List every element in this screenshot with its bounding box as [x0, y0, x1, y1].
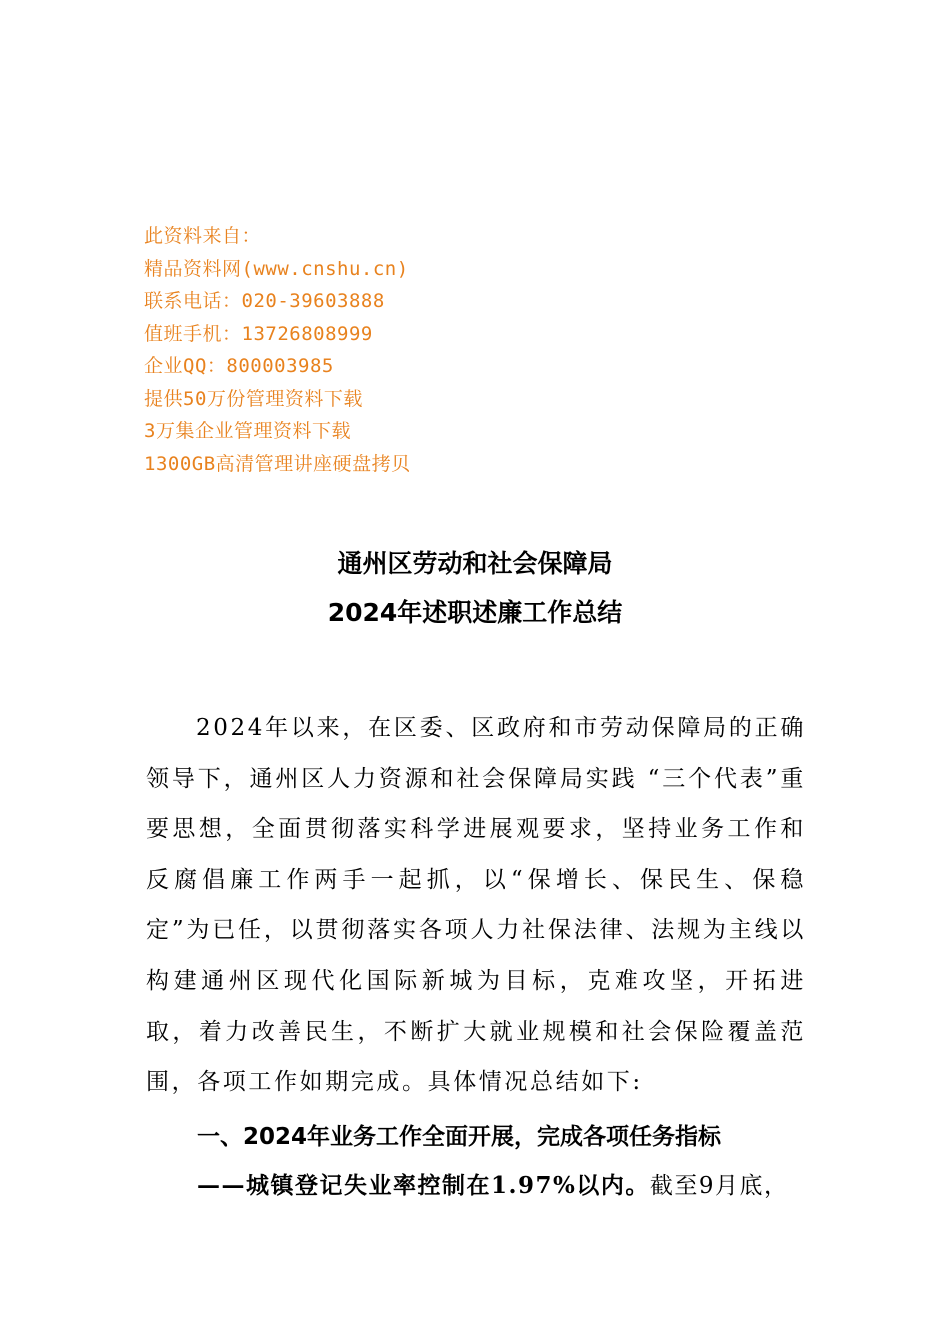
- section-1-point-rest: 截至9月底，: [649, 1173, 789, 1199]
- source-line: 此资料来自：: [144, 225, 262, 247]
- section-1-point: [197, 1166, 817, 1206]
- source-line: 3万集企业管理资料下载: [144, 420, 351, 442]
- source-info-block: [144, 220, 664, 480]
- document-title-line-1: 通州区劳动和社会保障局: [337, 549, 613, 578]
- source-line: 精品资料网(www.cnshu.cn): [144, 257, 409, 280]
- source-line: 1300GB高清管理讲座硬盘拷贝: [144, 452, 411, 475]
- intro-paragraph: 2024年以来，在区委、区政府和市劳动保障局的正确领导下，通州区人力资源和社会保障局实践 “三个代表”重要思想，全面贯彻落实科学进展观要求，坚持业务工作和反腐倡廉工作两手一起抓，以“保增长、保民生、保稳定”为已任，以贯彻落实各项人力社保法律、法规为主线以构建通州区现代化国际新城为目标，克难攻坚，开拓进取，着力改善民生，不断扩大就业规模和社会保险覆盖范围，各项工作如期完成。具体情况总结如下:: [146, 715, 806, 1096]
- source-line: 提供50万份管理资料下载: [144, 387, 363, 410]
- document-title-line-2: 2024年述职述廉工作总结: [327, 598, 623, 627]
- section-1-point-bold: ——城镇登记失业率控制在1.97%以内。: [197, 1172, 650, 1199]
- source-line: 企业QQ：800003985: [144, 355, 334, 377]
- source-line: 联系电话：020-39603888: [144, 290, 385, 312]
- source-line: 值班手机：13726808999: [144, 322, 373, 345]
- section-1-heading: 一、2024年业务工作全面开展，完成各项任务指标: [197, 1124, 722, 1150]
